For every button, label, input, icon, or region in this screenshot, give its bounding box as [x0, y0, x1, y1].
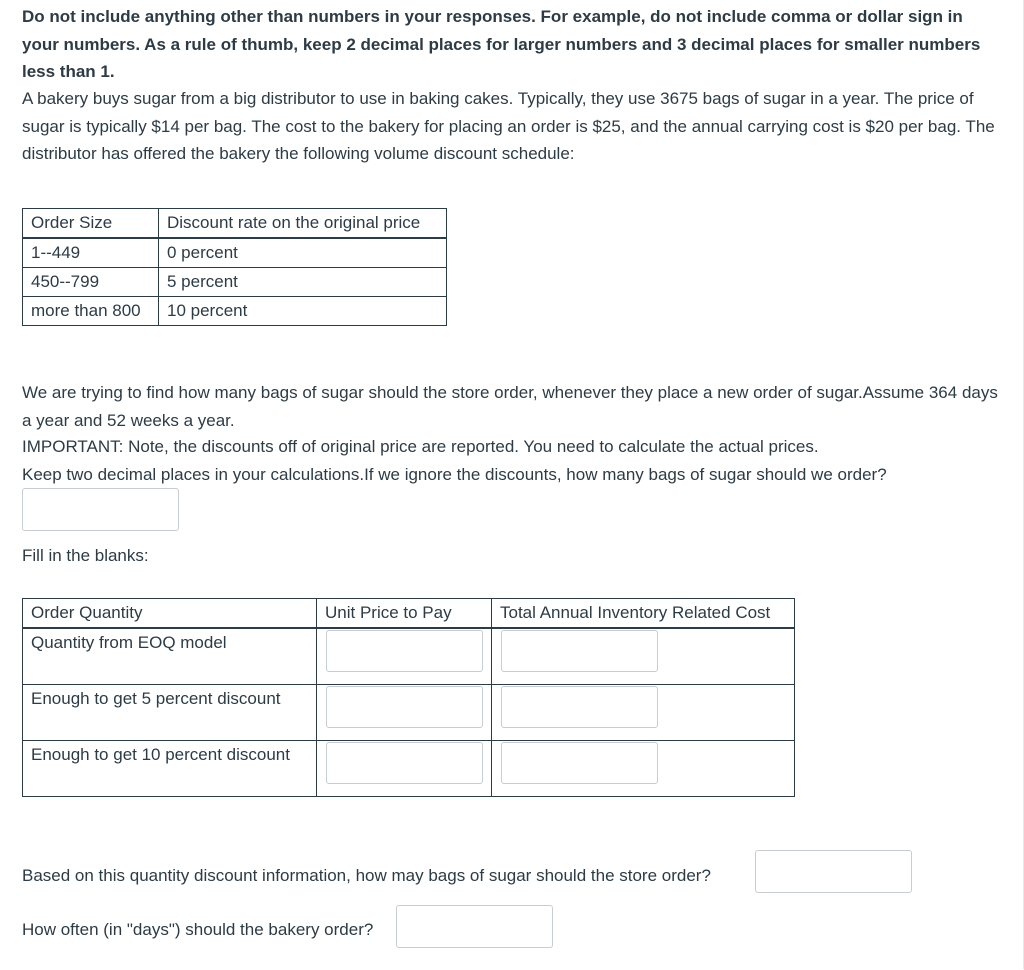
table-cell — [492, 628, 795, 685]
table-cell — [492, 685, 795, 741]
table-cell: 0 percent — [159, 238, 447, 268]
table-cell — [317, 685, 492, 741]
fill-label: Fill in the blanks: — [22, 546, 149, 565]
discount-table — [22, 208, 447, 326]
question-line-2: IMPORTANT: Note, the discounts off of original price are reported. You need to calculate the actual prices. — [22, 437, 819, 456]
order-question: Based on this quantity discount information, how may bags of sugar should the store order? — [22, 866, 711, 885]
table-cell: 1--449 — [23, 238, 159, 268]
question-line-3: Keep two decimal places in your calculations.If we ignore the discounts, how many bags of sugar should we order? — [22, 465, 887, 484]
header-cell: Unit Price to Pay — [317, 599, 492, 629]
frequency-question: How often (in "days") should the bakery order? — [22, 920, 374, 939]
row-label: Enough to get 5 percent discount — [23, 685, 317, 741]
table-cell — [317, 741, 492, 797]
table-row — [23, 238, 447, 268]
question-line-1: We are trying to find how many bags of sugar should the store order, whenever they place a new order of sugar.Assume 364 days a year and 52 weeks a year. — [22, 383, 998, 430]
table-row — [23, 741, 795, 797]
header-cell: Total Annual Inventory Related Cost — [492, 599, 795, 629]
eoq-total-cost-input[interactable] — [501, 630, 658, 672]
table-cell: 10 percent — [159, 297, 447, 326]
table-cell: 5 percent — [159, 268, 447, 297]
table-cell: 450--799 — [23, 268, 159, 297]
ten-percent-unit-price-input[interactable] — [326, 742, 483, 784]
order-frequency-input[interactable] — [396, 905, 553, 948]
row-label: Quantity from EOQ model — [23, 628, 317, 685]
table-cell — [492, 741, 795, 797]
eoq-answer-input[interactable] — [22, 488, 179, 531]
five-percent-total-cost-input[interactable] — [501, 686, 658, 728]
intro-text: A bakery buys sugar from a big distributor to use in baking cakes. Typically, they use 3675 bags of sugar in a year. The price of sugar is typically $14 per bag. The cost to the bakery for placing an order is $25, and the annual carrying cost is $20 per bag. The distributor has offered the bakery the following volume discount schedule: — [22, 89, 995, 163]
table-row — [23, 268, 447, 297]
instructions-text: Do not include anything other than numbers in your responses. For example, do not include comma or dollar sign in your numbers. As a rule of thumb, keep 2 decimal places for larger numbers and 3 decimal places for smaller numbers less than 1. — [22, 7, 981, 81]
table-row — [23, 628, 795, 685]
eoq-unit-price-input[interactable] — [326, 630, 483, 672]
ten-percent-total-cost-input[interactable] — [501, 742, 658, 784]
table-cell: more than 800 — [23, 297, 159, 326]
table-row — [23, 685, 795, 741]
header-cell: Order Size — [23, 209, 159, 239]
row-label: Enough to get 10 percent discount — [23, 741, 317, 797]
order-quantity-input[interactable] — [755, 850, 912, 893]
fill-table — [22, 598, 795, 797]
header-cell: Discount rate on the original price — [159, 209, 447, 239]
table-row — [23, 297, 447, 326]
five-percent-unit-price-input[interactable] — [326, 686, 483, 728]
table-row — [23, 599, 795, 629]
table-row — [23, 209, 447, 239]
header-cell: Order Quantity — [23, 599, 317, 629]
table-cell — [317, 628, 492, 685]
